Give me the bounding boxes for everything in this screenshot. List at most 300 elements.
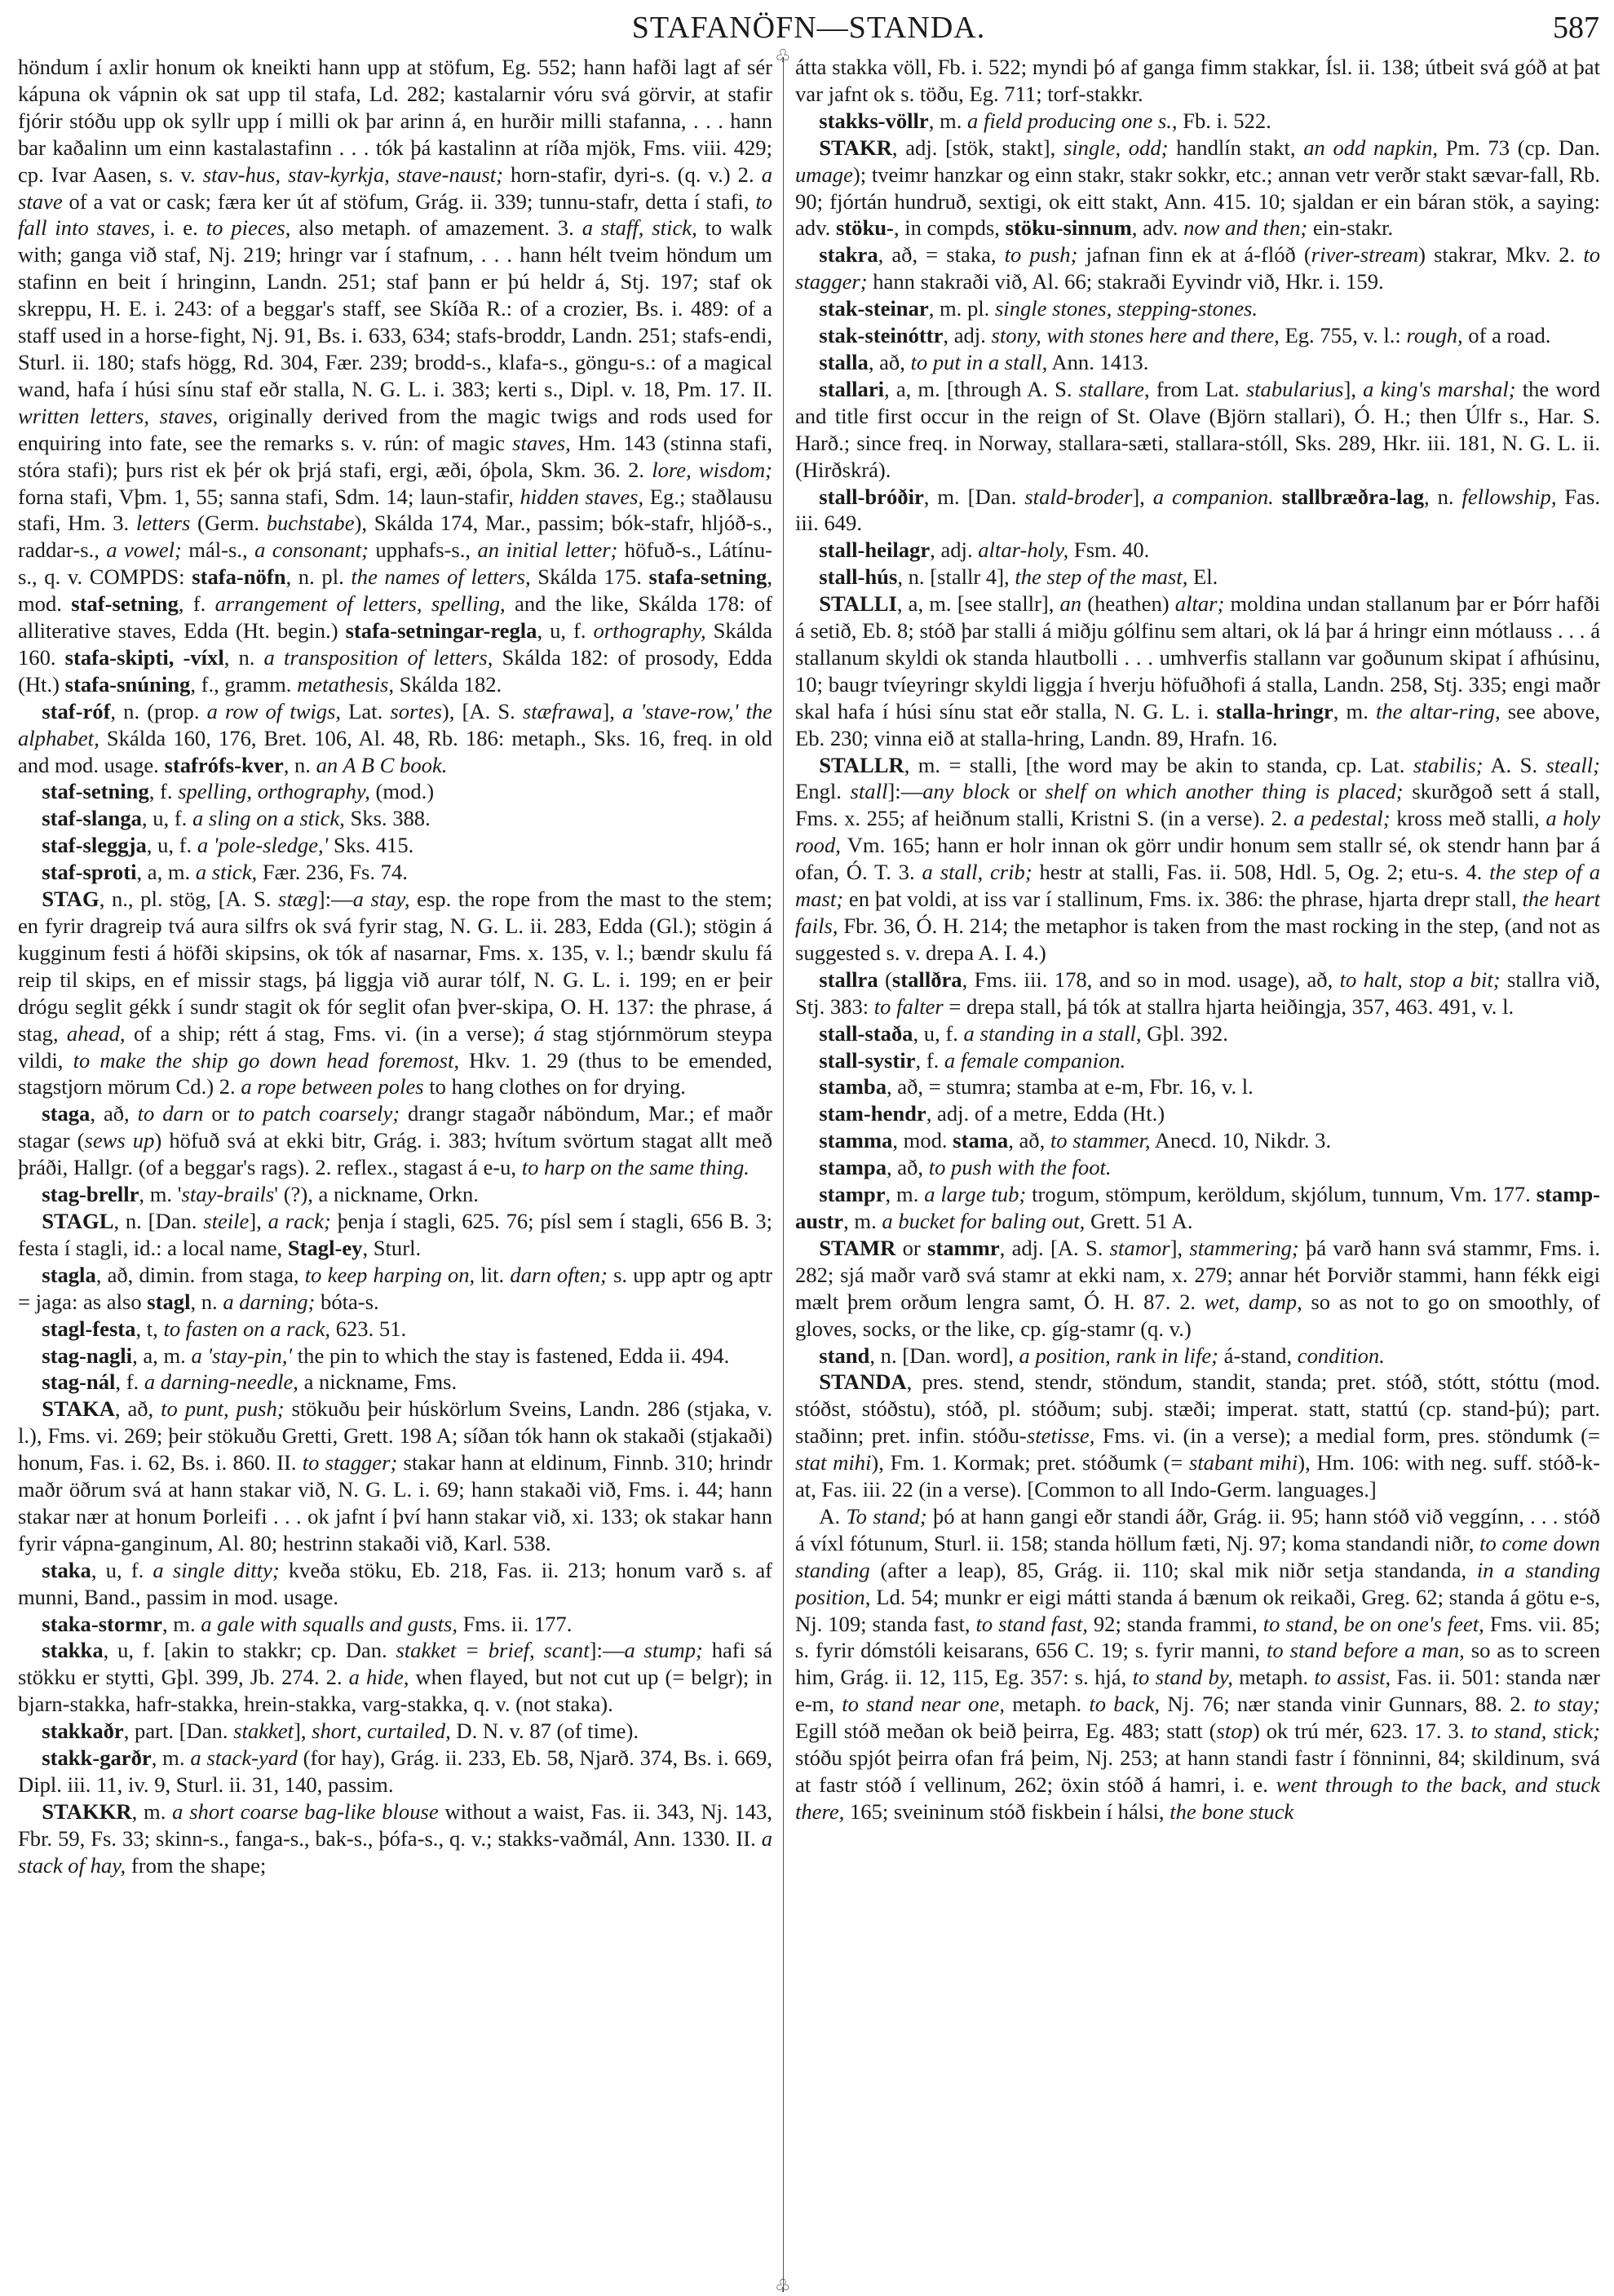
- headword: stöku-sinnum: [1005, 215, 1132, 241]
- entry-text: , f.: [915, 1047, 944, 1073]
- gloss: a rack;: [268, 1208, 331, 1233]
- divider-ornament-icon: ♧: [775, 2276, 791, 2296]
- gloss: to assist,: [1314, 1665, 1391, 1690]
- gloss: the step of the mast,: [1015, 564, 1188, 590]
- entry-text: , f.: [148, 779, 179, 804]
- entry-text: , part. [Dan.: [123, 1719, 234, 1744]
- headword: staka-stormr: [42, 1611, 162, 1636]
- dictionary-entry: [18, 1262, 772, 1316]
- entry-text: to walk with; ganga við staf, Nj. 219; hringr var í stafnum, . . . hann hélt tveim höndum um stafinn en beit í hringinn, Landn. 251; staf þann er þú heldr á, Stj. 197; staf ok skreppu, H. E. i. 243: of a beggar's staff, see Skíða R.: of a crozier, Bs. i. 489: of a staff used in a horse-fight, Nj. 91, Bs. i. 633, 634; stafs-broddr, Landn. 251; stafs-endi, Sturl. ii. 180; stafs högg, Rd. 304, Fær. 239; brodd-s., klafa-s., göngu-s.: of a magical wand, hafa í húsi sínu staf eðr stalla, N. G. L. i. 383; kerti s., Dipl. v. 18, Pm. 17. II.: [18, 215, 772, 401]
- entry-text: , mod.: [18, 564, 772, 617]
- gloss: stallare: [1078, 376, 1144, 401]
- gloss: stabilis;: [1413, 752, 1484, 777]
- entry-text: hafi sá stökku er stytti, Gþl. 399, Jb. 274. 2.: [18, 1638, 772, 1690]
- headword: stand: [819, 1343, 870, 1368]
- gloss: spelling, orthography,: [178, 779, 370, 804]
- dictionary-entry: [18, 1316, 772, 1343]
- gloss: umage: [795, 161, 853, 187]
- headword: stafa-skipti, -víxl: [64, 644, 224, 670]
- entry-text: (heathen): [1081, 591, 1175, 617]
- entry-text: Skálda 175.: [530, 564, 649, 590]
- headword: stammr: [927, 1235, 1000, 1260]
- dictionary-entry: [795, 752, 1600, 967]
- gloss: a rope between poles: [241, 1074, 424, 1099]
- headword: stagla: [42, 1262, 96, 1287]
- entry-text: ],: [1343, 376, 1364, 401]
- entry-text: 165; sveininum stóð fiskbein í hálsi,: [844, 1798, 1170, 1824]
- entry-text: moldina undan stallanum þar er Þórr hafði á setið, Eb. 8; stóð þar stalli á miðju gólfinu sem altari, ok lá þar á hringr einn mótlauss . . . á stallanum skyldi ok standa hlautbolli . . . umhverfis stallann var goðunum skipat í afhúsinu, 10; baugr tvíeyringr skyldi liggja í hverju höfuðhofi á stalla, Landn. 258, Stj. 335; engi maðr skal hafa í húsi sínu stat eðr stalla, N. G. L. i.: [795, 591, 1600, 723]
- gloss: the altar-ring,: [1376, 698, 1501, 723]
- headword: stafa-setningar-regla: [345, 618, 537, 644]
- gloss: single, odd;: [1063, 135, 1169, 160]
- entry-text: also metaph. of amazement. 3.: [290, 215, 582, 241]
- headword: stamp-austr: [795, 1182, 1600, 1233]
- dictionary-entry: [18, 886, 772, 1100]
- dictionary-entry: [18, 805, 772, 832]
- gloss: letters: [135, 511, 191, 536]
- entry-text: , m.: [1333, 698, 1376, 723]
- entry-text: when flayed, but not cut up (= belgr); in bjarn-stakka, hafr-stakka, hrein-stakka, varg-stakka, q. v. (not staka).: [18, 1665, 772, 1717]
- gloss: darn often;: [510, 1262, 608, 1287]
- headword: stakk-garðr: [42, 1745, 152, 1771]
- gloss: hidden staves,: [520, 484, 644, 509]
- gloss: a stack of hay,: [18, 1825, 772, 1878]
- gloss: to stand, stick;: [1470, 1719, 1600, 1744]
- gloss: a stave: [18, 161, 772, 214]
- entry-text: (mod.): [369, 779, 435, 804]
- gloss: steile: [203, 1208, 250, 1233]
- gloss: orthography,: [593, 618, 706, 644]
- entry-text: 623. 51.: [330, 1316, 407, 1341]
- entry-text: , n.: [190, 1289, 223, 1314]
- entry-text: þá varð hann svá stammr, Fms. i. 282; sjá maðr varð svá stamr at ekki nam, x. 279; annar hét Þorviðr stammi, hann fékk eigi mælt þrem orðum lengra samt, Ó. H. 87. 2.: [795, 1235, 1600, 1314]
- headword: stallra: [819, 967, 878, 992]
- gloss: a field producing one s.: [967, 108, 1172, 133]
- gloss: in a standing position,: [795, 1557, 1600, 1609]
- entry-text: , m. [Dan.: [923, 484, 1025, 509]
- gloss: a 'pole-sledge,': [197, 833, 329, 858]
- headword: stakkaðr: [42, 1719, 124, 1744]
- entry-text: , að,: [887, 1155, 929, 1180]
- gloss: a stay,: [352, 887, 410, 912]
- entry-text: Fbr. 36, Ó. H. 214; the metaphor is taken from the mast rocking in the step, (and not as suggested s. v. drepa A. I. 4.): [795, 914, 1600, 965]
- entry-text: Skálda 182.: [393, 671, 502, 697]
- entry-text: ],: [1170, 1235, 1190, 1260]
- entry-text: , in compds,: [893, 215, 1006, 241]
- entry-text: or: [203, 1101, 238, 1126]
- gloss: the heart fails,: [795, 887, 1600, 938]
- dictionary-entry: [18, 1718, 772, 1745]
- headword: STAG: [42, 887, 99, 912]
- entry-text: ]:—: [887, 779, 923, 804]
- gloss: a single ditty;: [153, 1557, 280, 1582]
- headword: staf-slanga: [42, 806, 142, 831]
- entry-text: of a road.: [1462, 323, 1551, 348]
- entry-text: the word and title first occur in the reign of St. Olave (Björn stallari), Ó. H.; then Úlfr s., Har. S. Harð.; since freq. in Norway, stallara-sæti, stallara-stóll, Sks. 289, Hkr. iii. 181, N. G. L. ii. (Hirðskrá).: [795, 376, 1600, 482]
- gloss: a female companion.: [944, 1047, 1126, 1073]
- headword: stall-systir: [819, 1047, 916, 1073]
- entry-text: Fas. iii. 649.: [795, 484, 1600, 536]
- entry-text: , adj.: [943, 323, 992, 348]
- entry-text: A.: [819, 1503, 847, 1528]
- entry-text: Fms. ii. 177.: [457, 1611, 573, 1636]
- dictionary-entry: [18, 1343, 772, 1369]
- gloss: stony, with stones here and there,: [991, 323, 1280, 348]
- entry-text: ' (?), a nickname, Orkn.: [274, 1182, 479, 1207]
- gloss: stav-hus, stav-kyrkja, stave-naust;: [202, 161, 503, 187]
- gloss: any block: [922, 779, 1010, 804]
- entry-text: metaph.: [1232, 1665, 1315, 1690]
- dictionary-entry: [795, 1100, 1600, 1127]
- entry-text: , u, f.: [913, 1020, 964, 1046]
- entry-text: Pm. 73 (cp. Dan.: [1438, 135, 1600, 160]
- headword: STAGL: [42, 1208, 114, 1233]
- headword: stakks-völlr: [819, 108, 929, 133]
- gloss: to stay;: [1533, 1692, 1600, 1717]
- gloss: fellowship,: [1461, 484, 1557, 509]
- headword: stafa-snúning: [64, 671, 191, 697]
- gloss: altar;: [1174, 591, 1225, 617]
- entry-text: átta stakka völl, Fb. i. 522; myndi þó af ganga fimm stakkar, Ísl. ii. 138; útbeit svá góð at þat var jafnt ok s. töðu, Eg. 711; torf-stakkr.: [795, 55, 1600, 106]
- gloss: an: [1059, 591, 1082, 617]
- gloss: stammering;: [1189, 1235, 1299, 1260]
- entry-text: bóta-s.: [315, 1289, 379, 1314]
- dictionary-entry: [795, 54, 1600, 108]
- gloss: to falter: [873, 993, 944, 1019]
- headword: Stagl-ey: [287, 1235, 363, 1260]
- gloss: a darning;: [223, 1289, 316, 1314]
- entry-text: , n. (prop.: [110, 698, 207, 723]
- entry-text: Sks. 388.: [344, 806, 431, 831]
- entry-text: lit.: [475, 1262, 511, 1287]
- gloss: a consonant;: [254, 538, 369, 563]
- gloss: a 'stave-row,' the alphabet,: [18, 698, 772, 750]
- entry-text: , u, f. [akin to stakkr; cp. Dan.: [103, 1638, 396, 1663]
- gloss: single stones, stepping-stones.: [994, 296, 1258, 321]
- entry-text: [1274, 484, 1282, 509]
- entry-text: (Germ.: [190, 511, 267, 536]
- gloss: a sling on a stick,: [192, 806, 345, 831]
- entry-text: , m.: [131, 1798, 173, 1824]
- headword: staka: [42, 1557, 91, 1582]
- gloss: stall: [850, 779, 888, 804]
- gloss: á: [533, 1020, 545, 1046]
- entry-text: Hkv. 1. 29 (thus to be emended, stagstjorn mörum Cd.) 2.: [18, 1047, 772, 1099]
- entry-text: , t,: [135, 1316, 164, 1341]
- gloss: stabularius: [1245, 376, 1344, 401]
- dictionary-entry: [18, 859, 772, 886]
- gloss: to come down standing: [795, 1530, 1600, 1582]
- entry-text: Skálda 182: of prosody, Edda (Ht.): [18, 644, 772, 697]
- entry-text: , f.: [178, 591, 215, 617]
- headword: STAMR: [819, 1235, 896, 1260]
- headword: stagl: [147, 1289, 191, 1314]
- entry-text: , u, f.: [91, 1557, 153, 1582]
- entry-text: the pin to which the stay is fastened, Edda ii. 494.: [292, 1343, 730, 1368]
- headword: staf-sproti: [42, 860, 137, 885]
- entry-text: stallra við, Stj. 383:: [795, 967, 1600, 1019]
- gloss: stat mihi: [795, 1450, 872, 1475]
- entry-text: without a waist, Fas. ii. 343, Nj. 143, Fbr. 59, Fs. 33; skinn-s., fanga-s., bak-s., þófa-s., q. v.; stakks-vaðmál, Ann. 1330. II.: [18, 1798, 772, 1851]
- headword: staf-setning: [42, 779, 149, 804]
- entry-text: , a, m.: [132, 1343, 192, 1368]
- gloss: to push;: [1004, 242, 1078, 268]
- dictionary-entry: [795, 1181, 1600, 1235]
- gloss: to halt, stop a bit;: [1339, 967, 1501, 992]
- entry-text: , n. [Dan. word],: [869, 1343, 1019, 1368]
- entry-text: drangr stagaðr náböndum, Mar.; ef maðr stagar (: [18, 1101, 772, 1153]
- headword: stak-steinóttr: [819, 323, 944, 348]
- gloss: written letters, staves,: [18, 403, 219, 428]
- gloss: shelf on which another thing is placed;: [1045, 779, 1404, 804]
- gloss: ahead,: [66, 1020, 126, 1046]
- entry-text: , a, m. [through A. S.: [884, 376, 1079, 401]
- headword: stafa-setning: [648, 564, 767, 590]
- entry-text: (after a leap), 85, Grág. ii. 110; skal mik niðr setja standanda,: [869, 1557, 1477, 1582]
- headword: stafrófs-kver: [164, 752, 284, 777]
- entry-text: ), Hm. 106: with neg. suff. stóð-k-at, Fas. iii. 22 (in a verse). [Common to all Indo-Germ. languages.]: [795, 1450, 1600, 1502]
- headword: STANDA: [819, 1369, 907, 1395]
- entry-text: þó at hann gangi eðr standi áðr, Grág. ii. 95; hann stóð við veggínn, . . . stóð á víxl fótunum, Sturl. ii. 158; standa höllum fæti, Nj. 97; koma standandi niðr,: [795, 1503, 1600, 1555]
- headword: staf-setning: [71, 591, 179, 617]
- entry-text: , n.: [223, 644, 264, 670]
- entry-text: , adv.: [1131, 215, 1184, 241]
- entry-text: , m.: [843, 1208, 882, 1233]
- gloss: stamor: [1109, 1235, 1170, 1260]
- gloss: to back,: [1089, 1692, 1161, 1717]
- entry-text: ],: [1132, 484, 1153, 509]
- entry-text: , Fms. iii. 178, and so in mod. usage), að,: [962, 967, 1340, 992]
- entry-text: or: [1009, 779, 1046, 804]
- entry-text: of a vat or cask; færa ker út af stöfum, Grág. ii. 339; tunnu-stafr, detta í stafi,: [62, 188, 756, 214]
- headword: STAKR: [819, 135, 892, 160]
- dictionary-entry: [18, 1611, 772, 1638]
- gloss: arrangement of letters, spelling,: [214, 591, 506, 617]
- entry-text: ), Fm. 1. Kormak; pret. stóðumk (=: [871, 1450, 1189, 1475]
- gloss: a row of twigs,: [206, 698, 342, 723]
- entry-text: trogum, stömpum, keröldum, skjólum, tunnum, Vm. 177.: [1026, 1182, 1537, 1207]
- gloss: to push with the foot.: [928, 1155, 1112, 1180]
- entry-text: Sks. 415.: [328, 833, 414, 858]
- entry-text: so as not to go on smoothly, of gloves, socks, or the like, cp. gíg-stamr (q. v.): [795, 1289, 1600, 1341]
- entry-text: = drepa stall, þá tók at stallra hjarta heiðingja, 357, 463. 491, v. l.: [943, 993, 1515, 1019]
- gloss: to stand before a man,: [1267, 1638, 1465, 1663]
- entry-text: mál-s.,: [181, 538, 255, 563]
- entry-text: , að, = staka,: [878, 242, 1005, 268]
- entry-text: ],: [249, 1208, 268, 1233]
- entry-text: stag stjórnmörum steypa vildi,: [18, 1020, 772, 1073]
- gloss: stop: [1216, 1719, 1253, 1744]
- gloss: stæfrawa: [522, 698, 603, 723]
- entry-text: Gþl. 392.: [1141, 1020, 1228, 1046]
- gloss: a short coarse bag-like blouse: [172, 1798, 439, 1824]
- headword: staf-róf: [42, 698, 111, 723]
- headword: stag-nagli: [42, 1343, 133, 1368]
- entry-text: , u, f.: [537, 618, 594, 644]
- dictionary-entry: [795, 1020, 1600, 1047]
- gloss: an initial letter;: [477, 538, 618, 563]
- headword: stallari: [819, 376, 885, 401]
- entry-text: , m.: [885, 1182, 925, 1207]
- entry-text: see above, Eb. 230; vinna eið at stalla-hring, Landn. 89, Hrafn. 16.: [795, 698, 1600, 750]
- headword: stag-brellr: [42, 1182, 139, 1207]
- headword: stöku-: [835, 215, 894, 241]
- gloss: staves,: [512, 430, 571, 455]
- entry-text: ), Skálda 174, Mar., passim; bók-stafr, hljóð-s., raddar-s.,: [18, 511, 772, 563]
- entry-text: forna stafi, Vþm. 1, 55; sanna stafi, Sdm. 14; laun-stafir,: [18, 484, 520, 509]
- gloss: wet, damp,: [1204, 1289, 1302, 1314]
- headword: stampr: [819, 1182, 886, 1207]
- entry-text: Skálda 160, 176, Bret. 106, Al. 48, Rb. 186: metaph., Sks. 16, freq. in old and mod. usage.: [18, 725, 772, 777]
- entry-text: Hm. 143 (stinna stafi, stóra stafi); þurs rist ek þér ok þrjá stafi, ergi, æði, óþola, Skm. 36. 2.: [18, 430, 772, 482]
- entry-text: , að,: [1008, 1128, 1050, 1153]
- entry-text: stökuðu þeir húskörlum Sveins, Landn. 286 (stjaka, v. l.), Fms. vi. 269; þeir stökuðu Gretti, Grett. 198 A; síðan tók hann ok stakaði (stjakaði) honum, Fas. i. 62, Bs. i. 860. II.: [18, 1396, 772, 1475]
- dictionary-entry: [795, 1503, 1600, 1825]
- entry-text: Grett. 51 A.: [1085, 1208, 1193, 1233]
- entry-text: Vm. 165; hann er holr innan ok görr undir honum sem stallr sé, ok stendr hann þar á ofan, Ó. T. 3.: [795, 833, 1600, 885]
- gloss: a bucket for baling out,: [882, 1208, 1086, 1233]
- gloss: a pedestal;: [1293, 806, 1391, 831]
- gloss: to stagger;: [302, 1450, 398, 1475]
- entry-text: ],: [602, 698, 623, 723]
- gloss: to fall into staves,: [18, 188, 772, 241]
- entry-text: , að,: [90, 1101, 138, 1126]
- dictionary-entry: [795, 376, 1600, 484]
- gloss: river-stream: [1311, 242, 1419, 268]
- entry-text: Eg. 755, v. l.:: [1279, 323, 1407, 348]
- headword: stam-hendr: [819, 1101, 926, 1126]
- entry-text: from the shape;: [126, 1852, 267, 1878]
- gloss: a large tub;: [924, 1182, 1027, 1207]
- entry-text: , m. pl.: [928, 296, 995, 321]
- dictionary-entry: [18, 54, 772, 698]
- headword: stakra: [819, 242, 878, 268]
- gloss: to stand, be on one's feet,: [1262, 1611, 1484, 1636]
- entry-text: 92; standa frammi,: [1087, 1611, 1263, 1636]
- dictionary-entry: [795, 1154, 1600, 1181]
- entry-text: , að,: [868, 349, 911, 374]
- gloss: stald-broder: [1024, 484, 1133, 509]
- entry-text: á-stand,: [1218, 1343, 1298, 1368]
- gloss: to darn: [137, 1101, 204, 1126]
- gloss: to stand near one,: [842, 1692, 1005, 1717]
- gloss: to harp on the same thing.: [521, 1155, 750, 1180]
- entry-text: a nickname, Fms.: [298, 1369, 458, 1395]
- entry-text: stóðu spjót þeirra ofan frá þeim, Nj. 253; at hann standi fastr í fönninni, 84; skildinum, svá at fastr stóð í vellinum, 262; öxin stóð á hamri, i. e.: [795, 1745, 1600, 1797]
- entry-text: , n.: [1424, 484, 1462, 509]
- dictionary-entry: [795, 108, 1600, 135]
- dictionary-entry: [18, 1100, 772, 1181]
- running-title: STAFANÖFN—STANDA.: [631, 11, 986, 45]
- entry-text: ]:—: [589, 1638, 625, 1663]
- gloss: to fasten on a rack,: [163, 1316, 331, 1341]
- entry-text: or: [895, 1235, 928, 1260]
- headword: stamma: [819, 1128, 893, 1153]
- entry-text: ); tveimr hanzkar og einn stakr, stakr sokkr, etc.; annan vetr verðr stakt sævar-fall, Rb. 90; fjórtán hundruð, sextigi, ok eitt stakt, Ann. 415. 10; sjaldan er ein báran stök, a saying: adv.: [795, 161, 1600, 241]
- gloss: a standing in a stall,: [963, 1020, 1142, 1046]
- entry-text: , adj. of a metre, Edda (Ht.): [926, 1101, 1165, 1126]
- headword: stall-hús: [819, 564, 898, 590]
- entry-text: s. upp aptr og aptr = jaga: as also: [18, 1262, 772, 1314]
- entry-text: ],: [293, 1719, 312, 1744]
- gloss: a transposition of letters,: [263, 644, 493, 670]
- dictionary-entry: [18, 698, 772, 779]
- gloss: to patch coarsely;: [237, 1101, 400, 1126]
- entry-text: , u, f.: [141, 806, 192, 831]
- entry-text: , Sturl.: [362, 1235, 422, 1260]
- page-header: [18, 7, 1599, 49]
- dictionary-entry: [795, 591, 1600, 751]
- headword: stakka: [42, 1638, 104, 1663]
- entry-text: Fær. 236, Fs. 74.: [257, 860, 408, 885]
- headword: stallbræðra-lag: [1281, 484, 1425, 509]
- dictionary-entry: [795, 322, 1600, 349]
- headword: stag-nál: [42, 1369, 116, 1395]
- entry-text: kross með stalli,: [1390, 806, 1546, 831]
- entry-text: (: [878, 967, 892, 992]
- dictionary-entry: [795, 537, 1600, 564]
- gloss: a stall, crib;: [922, 860, 1033, 885]
- dictionary-entry: [18, 1557, 772, 1611]
- entry-text: Fas. ii. 501: standa nær e-m,: [795, 1665, 1600, 1717]
- entry-text: , a, m. [see stallr],: [896, 591, 1060, 617]
- gloss: a 'stay-pin,': [191, 1343, 293, 1368]
- gloss: a stick,: [195, 860, 258, 885]
- entry-text: , from Lat.: [1143, 376, 1246, 401]
- gloss: the step of a mast;: [795, 860, 1600, 912]
- gloss: to put in a stall,: [910, 349, 1048, 374]
- entry-text: Ann. 1413.: [1047, 349, 1149, 374]
- entry-text: ) höfuð svá at ekki bitr, Grág. i. 383; hvítum svörtum stagat allt með þráði, Hallgr. (of a beggar's rags). 2. reflex., stagast á e-u,: [18, 1128, 772, 1180]
- column-divider: [783, 57, 784, 2292]
- headword: STAKA: [42, 1396, 115, 1422]
- entry-text: , m.: [928, 108, 967, 133]
- dictionary-entry: [795, 295, 1600, 322]
- entry-text: to hang clothes on for drying.: [423, 1074, 686, 1099]
- headword: staf-sleggja: [42, 833, 147, 858]
- entry-text: Fms. vii. 85; s. fyrir dómstóli keisarans, 656 C. 19; s. fyrir manni,: [795, 1611, 1600, 1663]
- entry-text: esp. the rope from the mast to the stem; en fyrir dragreip tvá aura silfrs ok svá fyrir stag, N. G. L. ii. 283, Edda (Gl.); stögin á kugginum festi á höfði skipsins, ok tók af nasarnar, Fms. x. 135, v. l.; bændr skulu fá reip til skips, en ef missir stags, þá liggja við aurar tólf, N. G. L. i. 199; en er þeir drógu seglit gékk í sundr stagit ok fór seglit ofan þver-skipa, O. H. 137: the phrase, á stag,: [18, 887, 772, 1046]
- gloss: stetisse,: [1026, 1423, 1095, 1449]
- gloss: to punt, push;: [161, 1396, 285, 1422]
- gloss: the bone stuck: [1170, 1798, 1294, 1824]
- gloss: metathesis,: [297, 671, 394, 697]
- dictionary-entry: [18, 1798, 772, 1879]
- headword: stampa: [819, 1155, 887, 1180]
- entry-text: höndum í axlir honum ok kneikti hann upp at stöfum, Eg. 552; hann hafði lagt af sér kápuna ok vápnin ok sat upp til stafa, Ld. 282; kastalarnir vóru svá görvir, at stafir fjórir stóðu upp ok syllr upp í milli ok þar arinn á, en hurðir milli stafanna, . . . hann bar kaðalinn um einn kastalastafinn . . . tók þá kastalinn at ríða mjök, Fms. viii. 429; cp. Ivar Aasen, s. v.: [18, 55, 772, 187]
- gloss: steall;: [1545, 752, 1600, 777]
- gloss: an A B C book.: [316, 752, 448, 777]
- headword: STALLR: [819, 752, 904, 777]
- entry-text: , n., pl. stög, [A. S.: [99, 887, 278, 912]
- entry-text: , n.: [283, 752, 316, 777]
- entry-text: , pres. stend, stendr, stöndum, standit, standa; pret. stóð, stótt, stóttu (mod. stóðst, stóðstu), stóð, pl. stóðum; subj. stæði; imperat. statt, stattú (cp. stand-þú); part. staðinn; pret. infin. stóðu-: [795, 1369, 1600, 1449]
- gloss: to stammer,: [1050, 1128, 1151, 1153]
- entry-text: , f.: [115, 1369, 144, 1395]
- gloss: went through to the back, and stuck there,: [795, 1772, 1600, 1824]
- gloss: an odd napkin,: [1303, 135, 1439, 160]
- entry-text: El.: [1187, 564, 1218, 590]
- gloss: a staff, stick,: [581, 215, 697, 241]
- gloss: condition.: [1297, 1343, 1385, 1368]
- entry-text: ein-stakr.: [1307, 215, 1394, 241]
- dictionary-entry: [795, 135, 1600, 242]
- entry-text: jafnan finn ek at á-flóð (: [1077, 242, 1311, 268]
- entry-text: Fms. vi. (in a verse); a medial form, pres. stöndumk (=: [1094, 1423, 1600, 1449]
- headword: stalla: [819, 349, 869, 374]
- dictionary-entry: [795, 1127, 1600, 1154]
- page-number: 587: [1553, 11, 1599, 45]
